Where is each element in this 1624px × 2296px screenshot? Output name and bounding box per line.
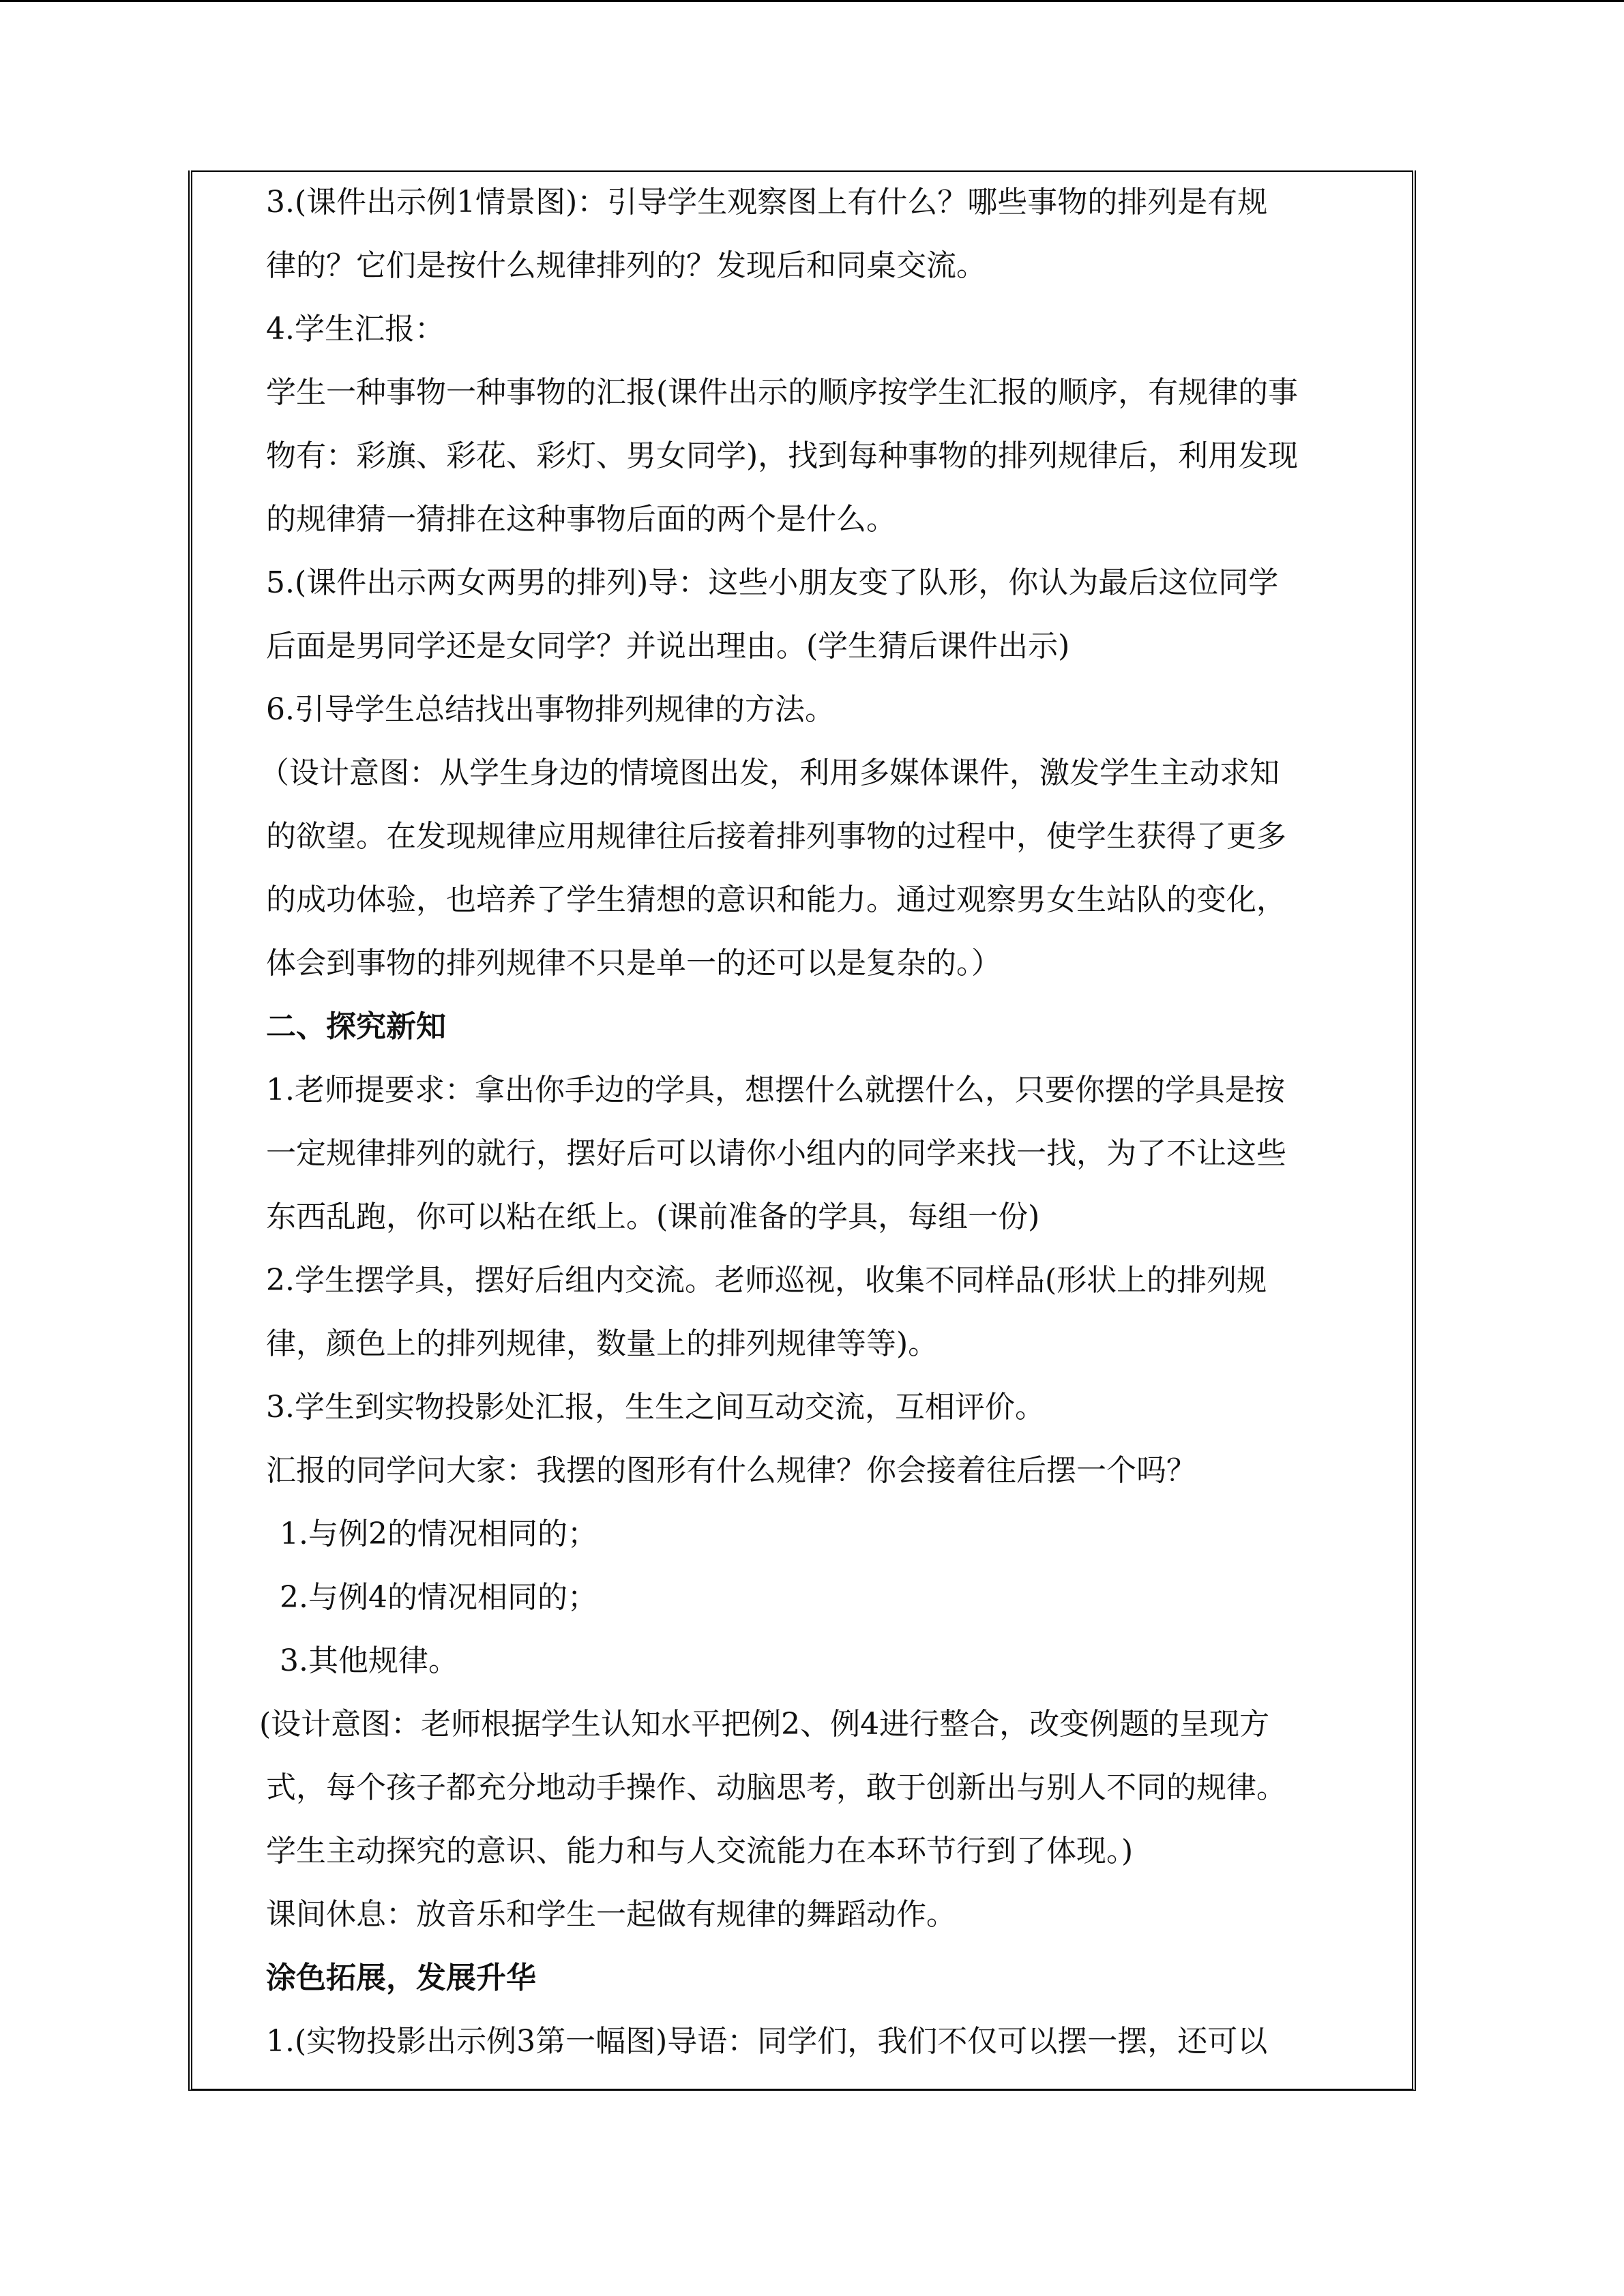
text-line: 东西乱跑，你可以粘在纸上。(课前准备的学具，每组一份) — [266, 1199, 1040, 1234]
sub-list-item: 2.与例4的情况相同的； — [280, 1580, 597, 1615]
page-top-border — [0, 0, 1624, 2]
text-line: 5.(课件出示两女两男的排列)导：这些小朋友变了队形，你认为最后这位同学 — [266, 565, 1279, 600]
sub-list-item: 3.其他规律。 — [280, 1643, 458, 1678]
text-line: 2.学生摆学具，摆好后组内交流。老师巡视，收集不同样品(形状上的排列规 — [266, 1263, 1267, 1298]
text-line: 物有：彩旗、彩花、彩灯、男女同学)，找到每种事物的排列规律后，利用发现 — [266, 438, 1299, 473]
text-line: 课间休息：放音乐和学生一起做有规律的舞蹈动作。 — [266, 1897, 956, 1932]
lesson-plan-cell-text — [259, 170, 1398, 2073]
text-line: 学生一种事物一种事物的汇报(课件出示的顺序按学生汇报的顺序，有规律的事 — [266, 375, 1299, 410]
text-line: 3.学生到实物投影处汇报，生生之间互动交流，互相评价。 — [266, 1390, 1045, 1425]
text-line: 汇报的同学问大家：我摆的图形有什么规律？你会接着往后摆一个吗？ — [266, 1453, 1196, 1488]
section-heading: 二、探究新知 — [266, 1009, 446, 1044]
sub-list-item: 1.与例2的情况相同的； — [280, 1517, 597, 1551]
text-line: 学生主动探究的意识、能力和与人交流能力在本环节行到了体现。) — [266, 1834, 1134, 1868]
text-line: 3.(课件出示例1情景图)：引导学生观察图上有什么？哪些事物的排列是有规 — [266, 185, 1268, 220]
text-line: 律的？它们是按什么规律排列的？发现后和同桌交流。 — [266, 248, 986, 283]
text-line: 4.学生汇报： — [266, 312, 445, 346]
text-line: 后面是男同学还是女同学？并说出理由。(学生猜后课件出示) — [266, 629, 1070, 664]
text-line: 1.(实物投影出示例3第一幅图)导语：同学们，我们不仅可以摆一摆，还可以 — [266, 2024, 1268, 2059]
text-line: 的规律猜一猜排在这种事物后面的两个是什么。 — [266, 502, 896, 537]
section-heading: 涂色拓展，发展升华 — [266, 1960, 536, 1995]
text-line: 律，颜色上的排列规律，数量上的排列规律等等)。 — [266, 1326, 939, 1361]
text-line: 的欲望。在发现规律应用规律往后接着排列事物的过程中，使学生获得了更多 — [266, 819, 1286, 854]
text-line: 一定规律排列的就行，摆好后可以请你小组内的同学来找一找，为了不让这些 — [266, 1136, 1286, 1171]
text-line: 式，每个孩子都充分地动手操作、动脑思考，敢于创新出与别人不同的规律。 — [266, 1770, 1286, 1805]
design-intent-paragraph: （设计意图：从学生身边的情境图出发，利用多媒体课件，激发学生主动求知 — [259, 756, 1280, 790]
text-line: 的成功体验，也培养了学生猜想的意识和能力。通过观察男女生站队的变化， — [266, 882, 1286, 917]
text-line: 体会到事物的排列规律不只是单一的还可以是复杂的。） — [266, 946, 1001, 981]
design-intent-paragraph: (设计意图：老师根据学生认知水平把例2、例4进行整合，改变例题的呈现方 — [259, 1707, 1270, 1742]
text-line: 1.老师提要求：拿出你手边的学具，想摆什么就摆什么，只要你摆的学具是按 — [266, 1073, 1285, 1107]
text-line: 6.引导学生总结找出事物排列规律的方法。 — [266, 692, 835, 727]
